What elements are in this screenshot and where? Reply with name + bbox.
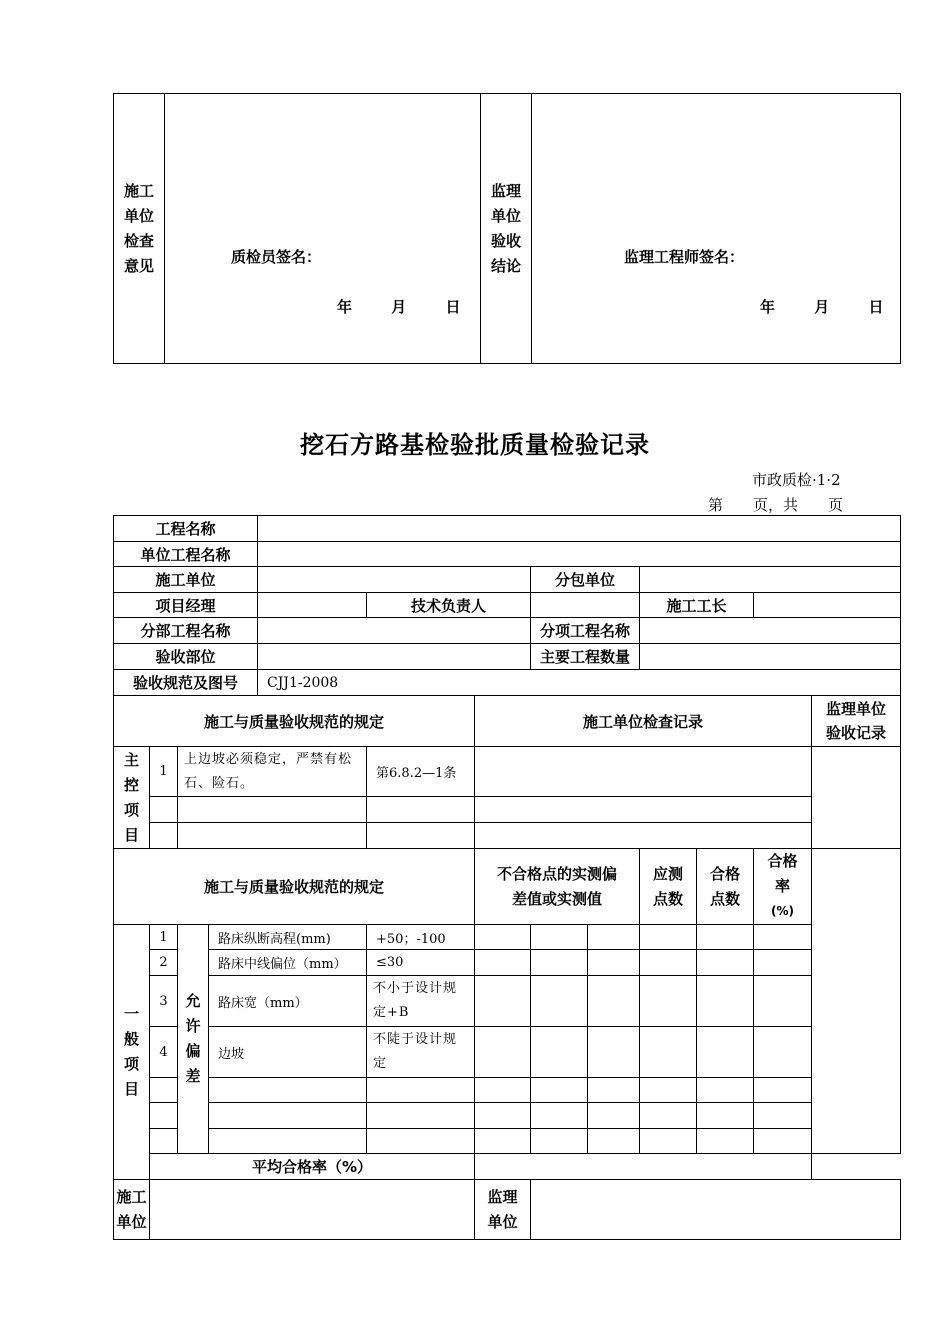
general-item-3-value: 不小于设计规定+B <box>367 976 475 1027</box>
allowable-deviation-label: 允许偏差 <box>178 925 209 1154</box>
unit-project-name-value[interactable] <box>258 542 901 567</box>
average-pass-rate-value[interactable] <box>475 1154 812 1180</box>
main-item-1-record[interactable] <box>475 747 812 797</box>
subitem-project-name-label: 分项工程名称 <box>531 618 640 644</box>
deviation-cell[interactable] <box>588 1027 640 1078</box>
deviation-cell[interactable] <box>588 976 640 1027</box>
main-item-empty-record[interactable] <box>475 797 812 823</box>
should-measure-cell[interactable] <box>640 976 697 1027</box>
qualified-points-cell[interactable] <box>697 925 754 950</box>
acceptance-location-label: 验收部位 <box>114 644 258 670</box>
deviation-cell[interactable] <box>475 925 531 950</box>
qualified-points-cell[interactable] <box>697 1129 754 1154</box>
should-measure-cell[interactable] <box>640 1078 697 1103</box>
inspector-sign-area[interactable] <box>165 94 481 364</box>
qualified-points-cell[interactable] <box>697 950 754 976</box>
general-item-4-name: 边坡 <box>209 1027 367 1078</box>
deviation-cell[interactable] <box>531 1078 588 1103</box>
general-empty-num <box>150 1103 178 1129</box>
general-spec-header: 施工与质量验收规范的规定 <box>114 849 475 925</box>
unit-project-name-label: 单位工程名称 <box>114 542 258 567</box>
deviation-cell[interactable] <box>531 925 588 950</box>
qualified-points-header: 合格点数 <box>697 849 754 925</box>
bottom-supervision-label: 监理单位 <box>475 1180 531 1240</box>
inspector-date <box>337 296 461 317</box>
pass-rate-cell[interactable] <box>754 1129 812 1154</box>
bottom-construction-area[interactable] <box>150 1180 475 1240</box>
construction-foreman-value[interactable] <box>754 593 901 618</box>
division-project-name-label: 分部工程名称 <box>114 618 258 644</box>
deviation-cell[interactable] <box>588 950 640 976</box>
general-empty-num <box>150 1078 178 1103</box>
deviation-cell[interactable] <box>588 1103 640 1129</box>
deviation-cell[interactable] <box>475 1027 531 1078</box>
page-title: 挖石方路基检验批质量检验记录 <box>300 431 650 459</box>
construction-opinion-label: 施工单位检查意见 <box>114 94 165 364</box>
deviation-cell[interactable] <box>588 1078 640 1103</box>
pass-rate-cell[interactable] <box>754 925 812 950</box>
project-name-value[interactable] <box>258 516 901 542</box>
year-label: 年 <box>760 298 776 316</box>
general-item-4-num: 4 <box>150 1027 178 1078</box>
should-measure-cell[interactable] <box>640 1129 697 1154</box>
engineer-date <box>760 296 884 317</box>
standard-label: 验收规范及图号 <box>114 670 258 696</box>
general-side-label: 一般项目 <box>114 925 150 1180</box>
main-item-empty-num <box>150 823 178 849</box>
month-label: 月 <box>391 298 407 316</box>
month-label: 月 <box>814 298 830 316</box>
should-measure-cell[interactable] <box>640 1103 697 1129</box>
main-supervision-record[interactable] <box>812 747 901 849</box>
main-quantity-value[interactable] <box>640 644 901 670</box>
engineer-sign-area[interactable] <box>532 94 901 364</box>
technical-lead-label: 技术负责人 <box>367 593 531 618</box>
bottom-construction-label: 施工单位 <box>114 1180 150 1240</box>
subcontract-unit-value[interactable] <box>640 567 901 593</box>
inspector-sign-label: 质检员签名： <box>231 248 322 266</box>
general-empty-name <box>209 1078 367 1103</box>
main-item-empty-requirement <box>178 823 367 849</box>
general-empty-value <box>367 1078 475 1103</box>
main-item-empty-requirement <box>178 797 367 823</box>
main-item-1-clause: 第6.8.2—1条 <box>367 747 475 797</box>
construction-unit-value[interactable] <box>258 567 531 593</box>
construction-unit-label: 施工单位 <box>114 567 258 593</box>
general-empty-value <box>367 1129 475 1154</box>
deviation-header: 不合格点的实测偏差值或实测值 <box>475 849 640 925</box>
general-item-3-name: 路床宽（mm） <box>209 976 367 1027</box>
inspection-record-table <box>113 515 901 1240</box>
pass-rate-header: 合格率 (%) <box>754 849 812 925</box>
qualified-points-cell[interactable] <box>697 1078 754 1103</box>
year-label: 年 <box>337 298 353 316</box>
should-measure-cell[interactable] <box>640 950 697 976</box>
bottom-supervision-area[interactable] <box>531 1180 901 1240</box>
should-measure-cell[interactable] <box>640 1027 697 1078</box>
main-item-empty-record[interactable] <box>475 823 812 849</box>
general-item-3-num: 3 <box>150 976 178 1027</box>
page-number: 第 页，共 页 <box>708 496 844 514</box>
general-empty-name <box>209 1103 367 1129</box>
general-empty-value <box>367 1103 475 1129</box>
general-item-2-value: ≤30 <box>367 950 475 976</box>
general-item-4-value: 不陡于设计规定 <box>367 1027 475 1078</box>
pass-rate-cell[interactable] <box>754 1103 812 1129</box>
average-pass-rate-label: 平均合格率（%） <box>150 1154 475 1180</box>
supervision-record-header: 监理单位验收记录 <box>812 696 901 747</box>
should-measure-header: 应测点数 <box>640 849 697 925</box>
main-spec-header: 施工与质量验收规范的规定 <box>114 696 475 747</box>
general-empty-num <box>150 1129 178 1154</box>
subitem-project-name-value[interactable] <box>640 618 901 644</box>
deviation-cell[interactable] <box>588 925 640 950</box>
general-item-2-name: 路床中线偏位（mm） <box>209 950 367 976</box>
deviation-cell[interactable] <box>475 1129 531 1154</box>
main-item-1-requirement: 上边坡必须稳定，严禁有松石、险石。 <box>178 747 367 797</box>
check-record-header: 施工单位检查记录 <box>475 696 812 747</box>
division-project-name-value[interactable] <box>258 618 531 644</box>
deviation-cell[interactable] <box>531 950 588 976</box>
general-item-2-num: 2 <box>150 950 178 976</box>
construction-foreman-label: 施工工长 <box>640 593 754 618</box>
form-code: 市政质检·1·2 <box>752 471 841 489</box>
pass-rate-cell[interactable] <box>754 1078 812 1103</box>
main-control-side-label: 主控项目 <box>114 747 150 849</box>
main-item-empty-clause <box>367 797 475 823</box>
pass-rate-cell[interactable] <box>754 1027 812 1078</box>
qualified-points-cell[interactable] <box>697 976 754 1027</box>
day-label: 日 <box>445 298 461 316</box>
qualified-points-cell[interactable] <box>697 1027 754 1078</box>
pass-rate-cell[interactable] <box>754 976 812 1027</box>
deviation-cell[interactable] <box>531 1103 588 1129</box>
day-label: 日 <box>868 298 884 316</box>
acceptance-location-value[interactable] <box>258 644 531 670</box>
main-item-empty-clause <box>367 823 475 849</box>
pass-rate-cell[interactable] <box>754 950 812 976</box>
general-item-1-value: +50；-100 <box>367 925 475 950</box>
standard-value: CJJ1-2008 <box>258 670 901 696</box>
supervision-conclusion-label: 监理单位验收结论 <box>481 94 532 364</box>
deviation-cell[interactable] <box>475 1078 531 1103</box>
project-manager-value[interactable] <box>258 593 367 618</box>
main-quantity-label: 主要工程数量 <box>531 644 640 670</box>
project-manager-label: 项目经理 <box>114 593 258 618</box>
general-item-1-name: 路床纵断高程(mm) <box>209 925 367 950</box>
qualified-points-cell[interactable] <box>697 1103 754 1129</box>
should-measure-cell[interactable] <box>640 925 697 950</box>
deviation-cell[interactable] <box>475 1103 531 1129</box>
project-name-label: 工程名称 <box>114 516 258 542</box>
general-supervision-record[interactable] <box>812 849 901 1154</box>
top-signature-table <box>113 93 901 364</box>
deviation-cell[interactable] <box>531 1027 588 1078</box>
subcontract-unit-label: 分包单位 <box>531 567 640 593</box>
general-item-1-num: 1 <box>150 925 178 950</box>
deviation-cell[interactable] <box>531 1129 588 1154</box>
deviation-cell[interactable] <box>588 1129 640 1154</box>
engineer-sign-label: 监理工程师签名： <box>624 248 745 266</box>
main-item-1-num: 1 <box>150 747 178 797</box>
main-item-empty-num <box>150 797 178 823</box>
technical-lead-value[interactable] <box>531 593 640 618</box>
general-empty-name <box>209 1129 367 1154</box>
deviation-cell[interactable] <box>475 950 531 976</box>
deviation-cell[interactable] <box>531 976 588 1027</box>
deviation-cell[interactable] <box>475 976 531 1027</box>
